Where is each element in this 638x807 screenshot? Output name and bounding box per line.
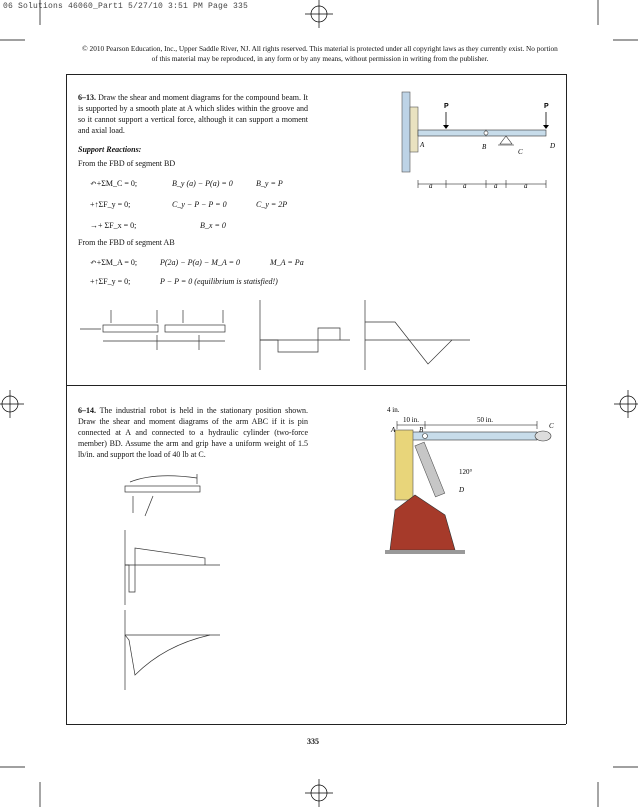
robot-arm	[397, 432, 537, 440]
eq1-c: B_y = P	[256, 179, 283, 188]
fig13-label-p2: P	[544, 103, 549, 110]
eq3-a: →+ ΣF_x = 0;	[90, 221, 137, 230]
problem-13-statement	[78, 92, 308, 136]
fbd-bd-label: From the FBD of segment BD	[78, 159, 176, 168]
beam-bd	[486, 130, 546, 136]
fig14-label-b: B	[419, 426, 424, 434]
eq2-b: C_y − P − P = 0	[172, 200, 227, 209]
groove-plate	[410, 107, 418, 152]
eq2-c: C_y = 2P	[256, 200, 288, 209]
hinge-b	[484, 131, 488, 135]
shear-diagram-14	[115, 530, 225, 605]
fig14-label-angle: 120°	[459, 468, 473, 476]
eq3-b: B_x = 0	[200, 221, 226, 230]
fig14-dim-4in: 4 in.	[387, 406, 400, 414]
column	[395, 430, 413, 500]
robot-base	[390, 495, 455, 550]
problem-13-number: 6–13.	[78, 93, 96, 102]
floor	[385, 550, 465, 554]
robot-figure	[385, 400, 560, 555]
fig14-label-d: D	[459, 486, 465, 494]
fig13-dim-1: a	[429, 182, 433, 190]
fig13-label-d: D	[550, 142, 556, 150]
fig14-dim-10in: 10 in.	[403, 416, 419, 424]
page-number: 335	[307, 737, 319, 746]
fig13-label-a: A	[420, 141, 425, 149]
wall	[402, 92, 410, 172]
eq4-c: M_A = Pa	[270, 258, 304, 267]
fig13-dim-2: a	[463, 182, 467, 190]
fig13-label-c: C	[518, 148, 523, 156]
problem-14-statement	[78, 405, 308, 460]
eq5-b: P − P = 0 (equilibrium is statisfied!)	[160, 277, 278, 286]
fbd-sketch-13	[75, 305, 250, 365]
pin-b	[423, 434, 428, 439]
eq1-b: B_y (a) − P(a) = 0	[172, 179, 233, 188]
fig13-label-p1: P	[444, 103, 449, 110]
fig14-dim-50in: 50 in.	[477, 416, 493, 424]
fbd-sketch-14	[105, 468, 205, 523]
top-rule	[66, 74, 566, 75]
beam-ab	[418, 130, 486, 136]
bottom-rule	[66, 724, 566, 725]
problem-14-text: The industrial robot is held in the stationary position shown. Draw the shear and moment diagrams of the arm ABC if it is pin connected at A and connected to a hydraulic cylinder (two-force member) BD. Assume the arm and grip have a uniform weight of 1.5 lb/in. and support the load of 40 lb at C.	[78, 406, 308, 459]
shear-diagram-13	[250, 300, 350, 375]
problem-14-number: 6–14.	[78, 406, 96, 415]
roller-c	[500, 136, 512, 144]
eq4-b: P(2a) − P(a) − M_A = 0	[160, 258, 241, 267]
moment-diagram-14	[115, 610, 225, 690]
left-rule	[66, 74, 67, 724]
middle-rule	[66, 385, 566, 386]
hydraulic-cylinder	[415, 442, 445, 497]
fig13-dim-4: a	[524, 182, 528, 190]
fig14-label-a: A	[391, 426, 396, 434]
eq1-a: ↶+ΣM_C = 0;	[90, 179, 138, 188]
compound-beam-figure	[400, 92, 570, 202]
grip-c	[535, 431, 551, 441]
fig13-label-b: B	[482, 143, 487, 151]
copyright-notice: © 2010 Pearson Education, Inc., Upper Saddle River, NJ. All rights reserved. This material is protected under all copyright laws as they currently exist. No portion of this material may be reproduced, in any form or by any means, without permission in writing from the publisher.	[82, 44, 558, 63]
support-reactions-heading: Support Reactions:	[78, 145, 142, 154]
fig14-label-c: C	[549, 422, 554, 430]
problem-13-text: Draw the shear and moment diagrams for the compound beam. It is supported by a smooth plate at A which slides within the groove and so it cannot support a vertical force, although it can support a moment and axial load.	[78, 93, 309, 135]
eq4-a: ↶+ΣM_A = 0;	[90, 258, 138, 267]
fbd-ab-label: From the FBD of segment AB	[78, 238, 175, 247]
moment-diagram-13	[360, 300, 470, 375]
eq5-a: +↑ΣF_y = 0;	[90, 277, 131, 286]
fig13-dim-3: a	[494, 182, 498, 190]
eq2-a: +↑ΣF_y = 0;	[90, 200, 131, 209]
print-slug: 06 Solutions 46060_Part1 5/27/10 3:51 PM Page 335	[3, 2, 249, 11]
